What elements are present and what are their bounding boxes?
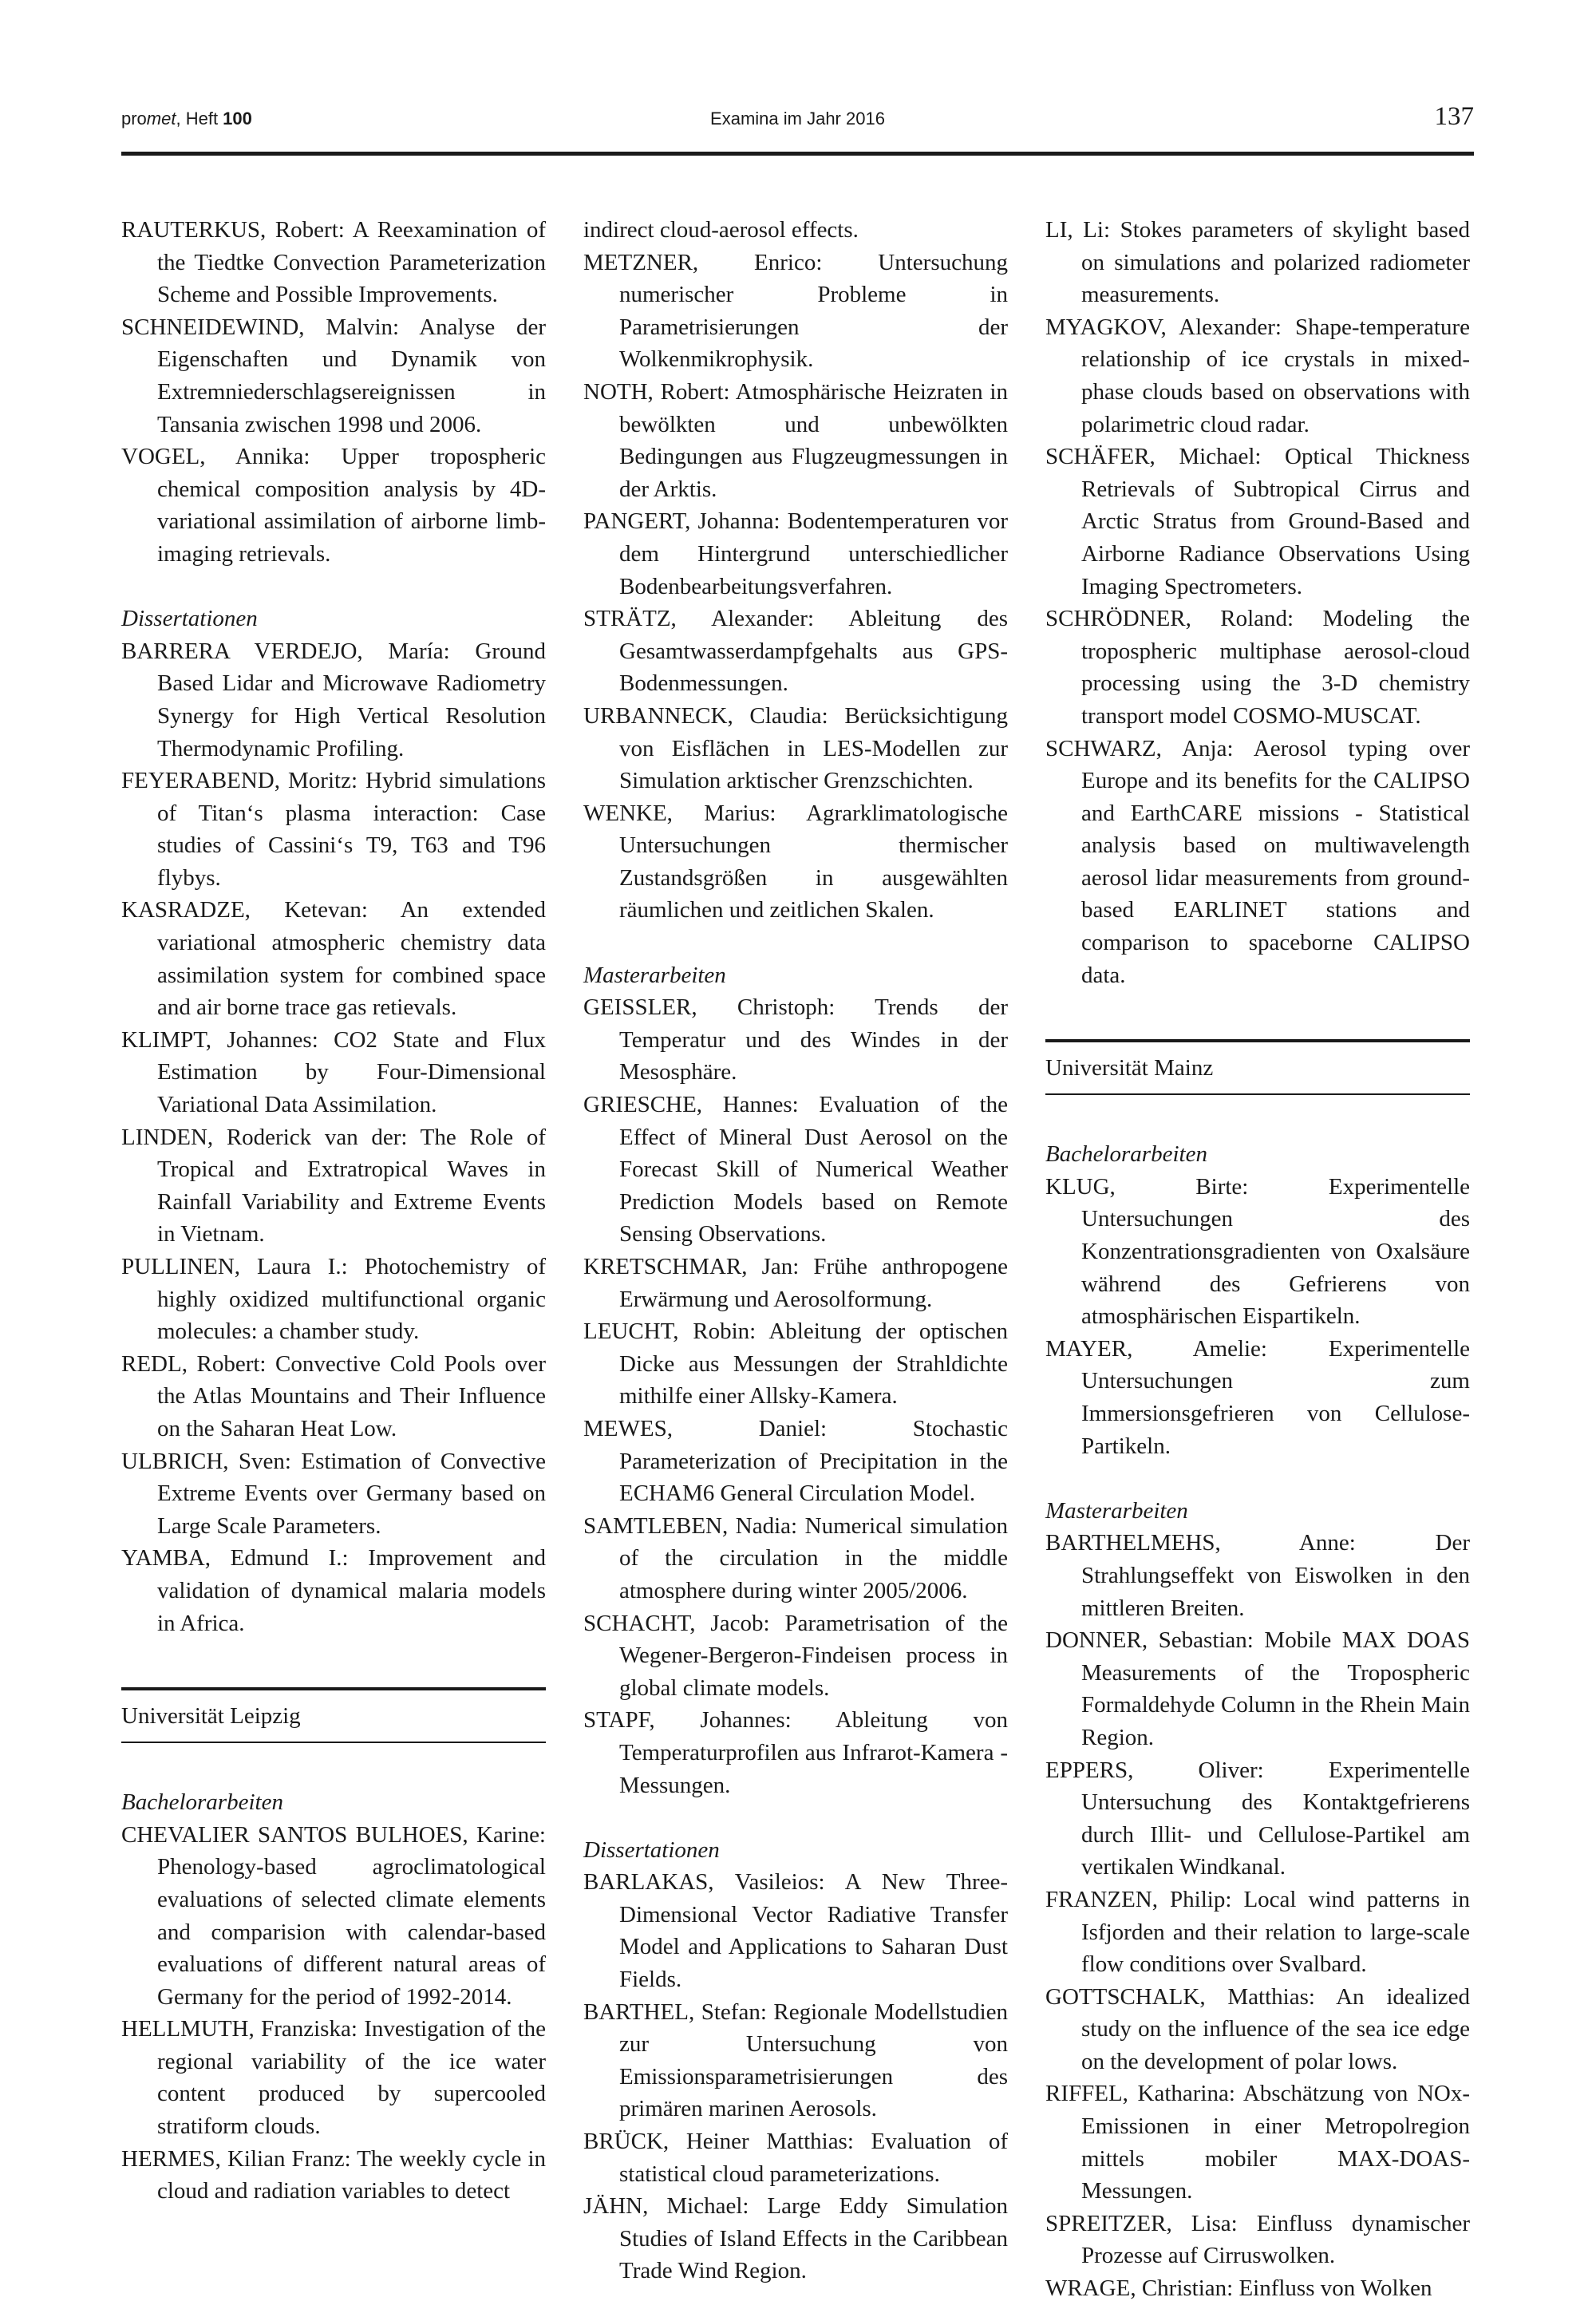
- thesis-entry: STAPF, Johannes: Ableitung von Temperaturprofilen aus Infrarot-Kamera -Messungen.: [583, 1707, 1008, 1798]
- thesis-entry: RIFFEL, Katharina: Abschätzung von NOx-Emissionen in einer Metropolregion mittels mobiler MAX-DOAS-Messungen.: [1045, 2081, 1470, 2204]
- column-3: [1045, 214, 1470, 2305]
- thesis-entry: EPPERS, Oliver: Experimentelle Untersuchung des Kontaktgefrierens durch Illit- und Cellulose-Partikel am vertikalen Windkanal.: [1045, 1757, 1470, 1880]
- thesis-entry: DONNER, Sebastian: Mobile MAX DOAS Measurements of the Tropospheric Formaldehyde Column in the Rhein Main Region.: [1045, 1627, 1470, 1750]
- thesis-entry: FRANZEN, Philip: Local wind patterns in Isfjorden and their relation to large-scale flow conditions over Svalbard.: [1045, 1886, 1470, 1978]
- col2-master-list: [583, 991, 1008, 1801]
- thesis-entry: SCHRÖDNER, Roland: Modeling the tropospheric multiphase aerosol-cloud processing using the 3-D chemistry transport model COSMO-MUSCAT.: [1045, 606, 1470, 729]
- thesis-entry: URBANNECK, Claudia: Berücksichtigung von Eisflächen in LES-Modellen zur Simulation arktischer Grenzschichten.: [583, 702, 1008, 794]
- thesis-entry: BARRERA VERDEJO, María: Ground Based Lidar and Microwave Radiometry Synergy for High Vertical Resolution Thermodynamic Profiling.: [121, 638, 546, 761]
- thesis-entry: GOTTSCHALK, Matthias: An idealized study on the influence of the sea ice edge on the development of polar lows.: [1045, 1983, 1470, 2074]
- thesis-entry: SAMTLEBEN, Nadia: Numerical simulation of the circulation in the middle atmosphere during winter 2005/2006.: [583, 1512, 1008, 1603]
- thesis-entry: BARTHEL, Stefan: Regionale Modellstudien zur Untersuchung von Emissionsparametrisierungen des primären marinen Aerosols.: [583, 1999, 1008, 2122]
- issue-number: 100: [223, 109, 252, 128]
- thesis-entry: GRIESCHE, Hannes: Evaluation of the Effect of Mineral Dust Aerosol on the Forecast Skill of Numerical Weather Prediction Models based on Remote Sensing Observations.: [583, 1092, 1008, 1247]
- thesis-entry: YAMBA, Edmund I.: Improvement and validation of dynamical malaria models in Africa.: [121, 1545, 546, 1636]
- column-1: [121, 214, 546, 2208]
- university-name: Universität Leipzig: [121, 1703, 301, 1730]
- bachelorarbeiten-heading: Bachelorarbeiten: [1045, 1141, 1207, 1168]
- thesis-entry: VOGEL, Annika: Upper tropospheric chemical composition analysis by 4D-variational assimilation of airborne limb-imaging retrievals.: [121, 444, 546, 567]
- thesis-entry: GEISSLER, Christoph: Trends der Temperatur und des Windes in der Mesosphäre.: [583, 994, 1008, 1085]
- bachelorarbeiten-heading: Bachelorarbeiten: [121, 1789, 283, 1816]
- masterarbeiten-heading: Masterarbeiten: [583, 962, 726, 988]
- col3-master-list: [1045, 1527, 1470, 2304]
- dissertationen-heading: Dissertationen: [121, 606, 258, 632]
- thesis-entry: WRAGE, Christian: Einfluss von Wolken: [1045, 2275, 1432, 2302]
- thesis-entry: NOTH, Robert: Atmosphärische Heizraten in bewölkten und unbewölkten Bedingungen aus Flugzeugmessungen in der Arktis.: [583, 378, 1008, 502]
- thesis-entry: SCHACHT, Jacob: Parametrisation of the Wegener-Bergeron-Findeisen process in global climate models.: [583, 1610, 1008, 1701]
- thesis-entry: REDL, Robert: Convective Cold Pools over the Atlas Mountains and Their Influence on the Saharan Heat Low.: [121, 1350, 546, 1441]
- dissertationen-heading: Dissertationen: [583, 1836, 720, 1863]
- col1-entries-top: [121, 214, 546, 571]
- col3-entries-top: [1045, 214, 1470, 991]
- column-2: [583, 214, 1008, 2287]
- thesis-entry: JÄHN, Michael: Large Eddy Simulation Studies of Island Effects in the Caribbean Trade Wind Region.: [583, 2193, 1008, 2284]
- thesis-entry: KLIMPT, Johannes: CO2 State and Flux Estimation by Four-Dimensional Variational Data Assimilation.: [121, 1026, 546, 1118]
- thesis-entry: KRETSCHMAR, Jan: Frühe anthropogene Erwärmung und Aerosolformung.: [583, 1254, 1008, 1312]
- thesis-entry: LEUCHT, Robin: Ableitung der optischen Dicke aus Messungen der Strahldichte mithilfe einer Allsky-Kamera.: [583, 1319, 1008, 1409]
- thesis-entry: ULBRICH, Sven: Estimation of Convective Extreme Events over Germany based on Large Scale Parameters.: [121, 1448, 546, 1539]
- thesis-entry: KASRADZE, Ketevan: An extended variational atmospheric chemistry data assimilation system for combined space and air borne trace gas retievals.: [121, 897, 546, 1021]
- university-mainz-box: [1045, 1039, 1470, 1095]
- running-title: Examina im Jahr 2016: [710, 109, 885, 128]
- thesis-entry: SCHNEIDEWIND, Malvin: Analyse der Eigenschaften und Dynamik von Extremniederschlagsereignissen in Tansania zwischen 1998 und 2006.: [121, 314, 546, 437]
- thesis-entry: BARTHELMEHS, Anne: Der Strahlungseffekt von Eiswolken in den mittleren Breiten.: [1045, 1530, 1470, 1621]
- journal-italic: met: [146, 109, 176, 128]
- thesis-entry: WENKE, Marius: Agrarklimatologische Untersuchungen thermischer Zustandsgrößen in ausgewählten räumlichen und zeitlichen Skalen.: [583, 800, 1008, 923]
- col2-entries-top: [583, 214, 1008, 927]
- thesis-entry: LI, Li: Stokes parameters of skylight based on simulations and polarized radiometer measurements.: [1045, 217, 1470, 308]
- col1-bachelor-list: [121, 1819, 546, 2208]
- thesis-entry: indirect cloud-aerosol effects.: [583, 217, 859, 243]
- col2-dissertationen-list: [583, 1866, 1008, 2287]
- thesis-entry: MEWES, Daniel: Stochastic Parameterization of Precipitation in the ECHAM6 General Circulation Model.: [583, 1415, 1008, 1507]
- thesis-entry: METZNER, Enrico: Untersuchung numerischer Probleme in Parametrisierungen der Wolkenmikrophysik.: [583, 249, 1008, 373]
- header-rule: [121, 152, 1474, 156]
- thesis-entry: KLUG, Birte: Experimentelle Untersuchungen des Konzentrationsgradienten von Oxalsäure während des Gefrierens von atmosphärischen Eispartikeln.: [1045, 1173, 1470, 1330]
- col1-dissertationen-list: [121, 635, 546, 1639]
- thesis-entry: STRÄTZ, Alexander: Ableitung des Gesamtwasserdampfgehalts aus GPS-Bodenmessungen.: [583, 606, 1008, 697]
- thesis-entry: RAUTERKUS, Robert: A Reexamination of the Tiedtke Convection Parameterization Scheme and Possible Improvements.: [121, 217, 546, 308]
- university-name: Universität Mainz: [1045, 1055, 1214, 1081]
- thesis-entry: SCHWARZ, Anja: Aerosol typing over Europe and its benefits for the CALIPSO and EarthCARE missions - Statistical analysis based on multiwavelength aerosol lidar measurements from ground-based EARLINET stations and comparison to spaceborne CALIPSO data.: [1045, 735, 1470, 988]
- thesis-entry: HERMES, Kilian Franz: The weekly cycle in cloud and radiation variables to detect: [121, 2145, 546, 2204]
- thesis-entry: SCHÄFER, Michael: Optical Thickness Retrievals of Subtropical Cirrus and Arctic Stratus from Ground-Based and Airborne Radiance Observations Using Imaging Spectrometers.: [1045, 444, 1470, 599]
- university-bottom-rule: [1045, 1093, 1470, 1095]
- thesis-entry: FEYERABEND, Moritz: Hybrid simulations of Titan‘s plasma interaction: Case studies of Cassini‘s T9, T63 and T96 flybys.: [121, 768, 546, 891]
- university-leipzig-box: [121, 1687, 546, 1743]
- thesis-entry: HELLMUTH, Franziska: Investigation of the regional variability of the ice water content produced by supercooled stratiform clouds.: [121, 2016, 546, 2140]
- thesis-entry: PULLINEN, Laura I.: Photochemistry of highly oxidized multifunctional organic molecules: a chamber study.: [121, 1254, 546, 1345]
- thesis-entry: MAYER, Amelie: Experimentelle Untersuchungen zum Immersionsgefrieren von Cellulose-Partikeln.: [1045, 1335, 1470, 1459]
- thesis-entry: SPREITZER, Lisa: Einfluss dynamischer Prozesse auf Cirruswolken.: [1045, 2210, 1470, 2269]
- page-number: 137: [1434, 102, 1474, 131]
- journal-prefix: pro: [121, 109, 147, 128]
- thesis-entry: LINDEN, Roderick van der: The Role of Tropical and Extratropical Waves in Rainfall Variability and Extreme Events in Vietnam.: [121, 1124, 546, 1247]
- thesis-entry: BARLAKAS, Vasileios: A New Three-Dimensional Vector Radiative Transfer Model and Applications to Saharan Dust Fields.: [583, 1869, 1008, 1993]
- thesis-entry: PANGERT, Johanna: Bodentemperaturen vor dem Hintergrund unterschiedlicher Bodenbearbeitungsverfahren.: [583, 508, 1008, 599]
- thesis-entry: CHEVALIER SANTOS BULHOES, Karine: Phenology-based agroclimatological evaluations of selected climate elements and comparision with calendar-based evaluations of different natural areas of Germany for the period of 1992-2014.: [121, 1821, 546, 2010]
- col3-bachelor-list: [1045, 1171, 1470, 1462]
- page-header: [121, 97, 1474, 132]
- masterarbeiten-heading: Masterarbeiten: [1045, 1497, 1188, 1524]
- issue-label: , Heft: [176, 109, 223, 128]
- thesis-entry: BRÜCK, Heiner Matthias: Evaluation of statistical cloud parameterizations.: [583, 2129, 1008, 2187]
- university-bottom-rule: [121, 1742, 546, 1743]
- thesis-entry: MYAGKOV, Alexander: Shape-temperature relationship of ice crystals in mixed-phase clouds based on observations with polarimetric cloud radar.: [1045, 314, 1470, 437]
